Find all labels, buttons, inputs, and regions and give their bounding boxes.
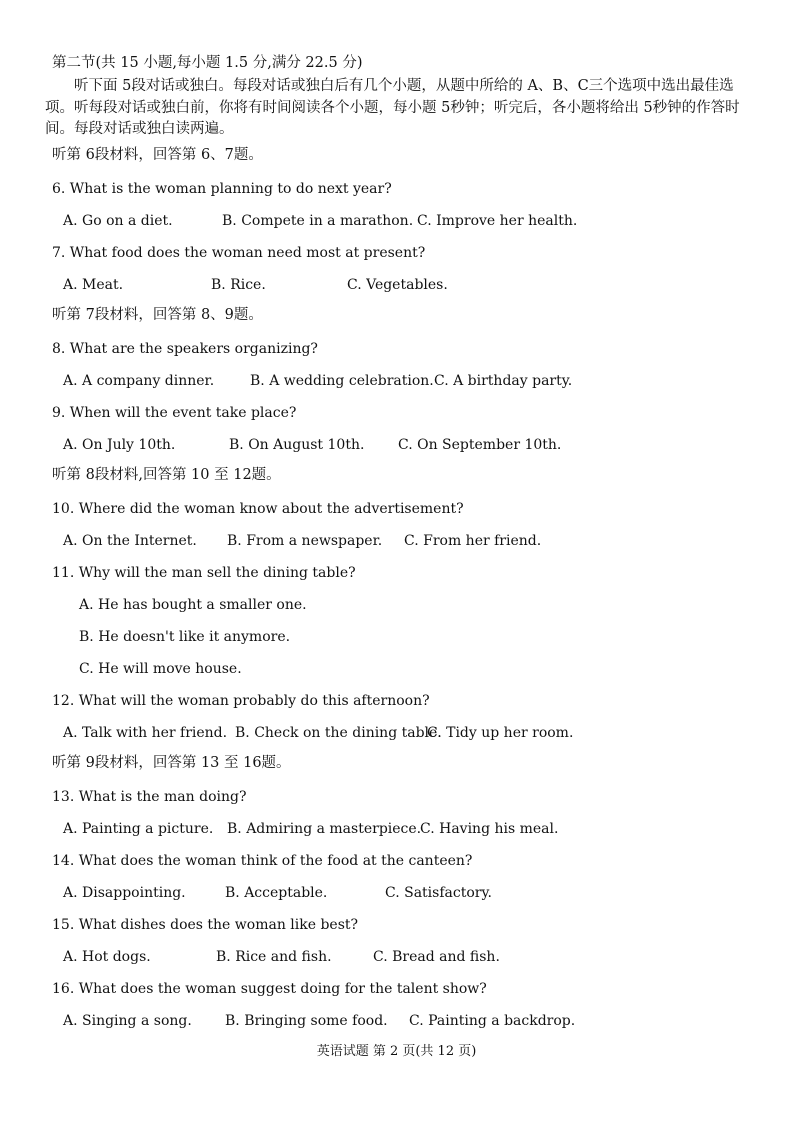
group-label: 听第 6段材料，回答第 6、7题。 <box>52 147 263 163</box>
group-label: 听第 7段材料，回答第 8、9题。 <box>52 307 263 323</box>
option-a: A. Talk with her friend. <box>63 725 228 741</box>
question-stem: 9. When will the event take place? <box>52 405 297 421</box>
option-a: A. Hot dogs. <box>63 949 151 965</box>
group-label: 听第 8段材料,回答第 10 至 12题。 <box>52 467 281 483</box>
option-a: A. Disappointing. <box>63 885 186 901</box>
option-a: A. He has bought a smaller one. <box>79 597 307 613</box>
group-label: 听第 9段材料，回答第 13 至 16题。 <box>52 755 291 771</box>
question-stem: 14. What does the woman think of the food at the canteen? <box>52 853 473 869</box>
question-stem: 11. Why will the man sell the dining table? <box>52 565 356 581</box>
option-c: C. From her friend. <box>404 533 542 549</box>
option-b: B. From a newspaper. <box>227 533 383 549</box>
section-header: 第二节(共 15 小题,每小题 1.5 分,满分 22.5 分) <box>52 55 363 71</box>
question-stem: 13. What is the man doing? <box>52 789 247 805</box>
option-b: B. He doesn't like it anymore. <box>79 629 291 645</box>
question-stem: 6. What is the woman planning to do next year? <box>52 181 392 197</box>
question-stem: 10. Where did the woman know about the advertisement? <box>52 501 464 517</box>
page-footer: 英语试题 第 2 页(共 12 页) <box>316 1044 477 1059</box>
option-b: B. Compete in a marathon. <box>222 213 414 229</box>
option-c: C. Improve her health. <box>417 213 578 229</box>
option-b: B. Rice. <box>211 277 266 293</box>
option-c: C. A birthday party. <box>434 373 573 389</box>
question-stem: 12. What will the woman probably do this afternoon? <box>52 693 430 709</box>
option-c: C. Bread and fish. <box>373 949 500 965</box>
option-a: A. On the Internet. <box>63 533 197 549</box>
option-b: B. Acceptable. <box>225 885 328 901</box>
option-c: C. Vegetables. <box>347 277 448 293</box>
option-c: C. Having his meal. <box>420 821 559 837</box>
option-b: B. A wedding celebration. <box>250 373 434 389</box>
question-stem: 15. What dishes does the woman like best? <box>52 917 359 933</box>
option-a: A. Meat. <box>63 277 124 293</box>
option-b: B. Admiring a masterpiece. <box>227 821 422 837</box>
instructions: 听下面 5段对话或独白。每段对话或独白后有几个小题，从题中所给的 A、B、C三个选项中选出最佳选项。听每段对话或独白前，你将有时间阅读各个小题，每小题 5秒钟；听完后，各小题将给出 5秒钟的作答时间。每段对话或独白读两遍。 <box>45 78 740 137</box>
option-c: C. He will move house. <box>79 661 242 677</box>
option-c: C. Painting a backdrop. <box>409 1013 576 1029</box>
option-b: B. Bringing some food. <box>225 1013 388 1029</box>
option-b: B. Rice and fish. <box>216 949 332 965</box>
option-b: B. On August 10th. <box>229 437 365 453</box>
question-stem: 16. What does the woman suggest doing for the talent show? <box>52 981 487 997</box>
option-c: C. Tidy up her room. <box>427 725 574 741</box>
option-a: A. A company dinner. <box>63 373 215 389</box>
question-stem: 8. What are the speakers organizing? <box>52 341 318 357</box>
option-c: C. On September 10th. <box>398 437 562 453</box>
option-c: C. Satisfactory. <box>385 885 492 901</box>
option-a: A. On July 10th. <box>63 437 176 453</box>
option-a: A. Go on a diet. <box>63 213 173 229</box>
option-a: A. Painting a picture. <box>63 821 214 837</box>
option-b: B. Check on the dining table. <box>235 725 442 741</box>
option-a: A. Singing a song. <box>63 1013 192 1029</box>
question-stem: 7. What food does the woman need most at present? <box>52 245 426 261</box>
